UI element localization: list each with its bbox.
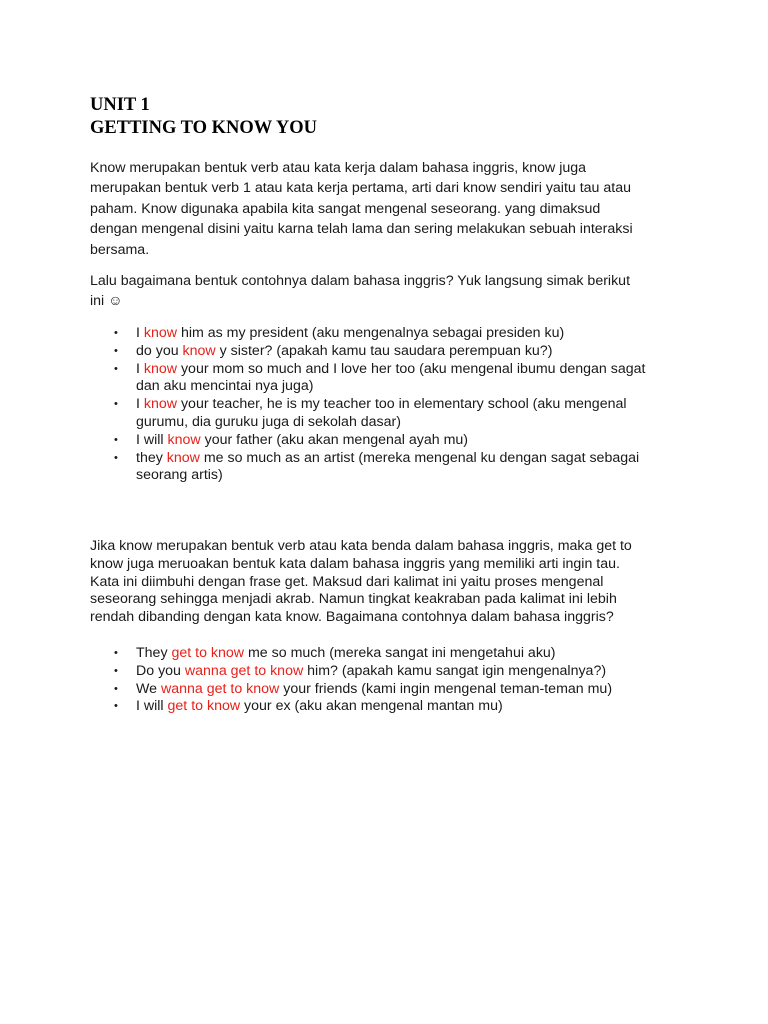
bullet-icon: • [114,451,118,464]
list-item [90,396,690,432]
paragraph-line: know juga meruoakan bentuk kata dalam bahasa inggris yang memiliki arti ingin tau. [90,555,620,572]
example-text: We [136,680,161,697]
bullet-icon: • [114,664,118,677]
highlighted-word: know [143,325,178,341]
example-text: They [136,645,172,661]
list-item [90,432,690,450]
example-text: I will [136,431,168,448]
highlighted-phrase: wanna get to know [184,662,304,679]
example-continuation: gurumu, dia guruku juga di sekolah dasar) [136,413,401,430]
example-text: your ex (aku akan mengenal mantan mu) [240,698,503,715]
list-item [90,681,690,699]
highlighted-phrase: get to know [171,645,245,661]
example-text: I [136,325,144,341]
example-text: y sister? (apakah kamu tau saudara perempuan ku?) [215,342,553,359]
example-continuation: dan aku mencintai nya juga) [136,378,314,395]
list-item [90,361,690,397]
list-item [90,325,690,343]
paragraph-line: dengan mengenal disini yaitu karna telah lama dan sering melakukan sebuah interaksi [90,221,633,238]
know-examples-list [90,325,690,485]
document-heading [90,94,317,140]
intro-paragraph [90,158,690,260]
highlighted-phrase: get to know [167,698,241,715]
bullet-icon: • [114,700,118,713]
highlighted-word: know [143,396,178,413]
list-item [90,450,690,486]
example-text: your father (aku akan mengenal ayah mu) [200,431,469,448]
example-intro-paragraph [90,271,690,312]
paragraph-line: Know merupakan bentuk verb atau kata kerja dalam bahasa inggris, know juga [90,160,587,176]
example-text: do you [136,342,183,359]
paragraph-line: ini ☺ [90,293,123,310]
example-text: I [136,360,144,377]
bullet-icon: • [114,362,118,375]
example-text: me so much (mereka sangat ini mengetahui aku) [244,645,556,661]
unit-label: UNIT 1 [90,95,150,115]
get-to-know-paragraph [90,538,690,627]
get-to-know-examples-list [90,645,690,716]
paragraph-line: rendah dibanding dengan kata know. Bagaimana contohnya dalam bahasa inggris? [90,609,614,626]
highlighted-word: know [143,360,178,377]
example-text: him as my president (aku mengenalnya sebagai presiden ku) [177,325,565,341]
list-item [90,343,690,361]
paragraph-line: bersama. [90,241,150,258]
paragraph-line: Jika know merupakan bentuk verb atau kata benda dalam bahasa inggris, maka get to [90,538,632,554]
list-item [90,645,690,663]
example-text: I will [136,698,168,715]
example-continuation: seorang artis) [136,467,223,484]
example-text: your teacher, he is my teacher too in elementary school (aku mengenal [177,396,627,413]
paragraph-line: Kata ini diimbuhi dengan frase get. Maksud dari kalimat ini yaitu proses mengenal [90,573,604,590]
example-text: your mom so much and I love her too (aku mengenal ibumu dengan sagat [177,360,646,377]
paragraph-line: seseorang sehingga menjadi akrab. Namun tingkat keakraban pada kalimat ini lebih [90,591,617,608]
paragraph-line: Lalu bagaimana bentuk contohnya dalam bahasa inggris? Yuk langsung simak berikut [90,273,631,289]
bullet-icon: • [114,647,118,659]
example-text: Do you [136,662,185,679]
bullet-icon: • [114,344,118,357]
highlighted-word: know [182,342,216,359]
list-item [90,698,690,716]
example-text: him? (apakah kamu sangat igin mengenalnya?) [303,662,607,679]
page-title: GETTING TO KNOW YOU [90,118,318,138]
bullet-icon: • [114,398,118,411]
highlighted-phrase: wanna get to know [160,680,280,697]
paragraph-line: merupakan bentuk verb 1 atau kata kerja pertama, arti dari know sendiri yaitu tau atau [90,180,632,197]
bullet-icon: • [114,327,118,339]
example-text: I [136,396,144,413]
bullet-icon: • [114,682,118,695]
highlighted-word: know [167,431,201,448]
example-text: me so much as an artist (mereka mengenal ku dengan sagat sebagai [199,449,640,466]
highlighted-word: know [166,449,200,466]
paragraph-line: paham. Know digunaka apabila kita sangat mengenal seseorang. yang dimaksud [90,200,601,217]
example-text: your friends (kami ingin mengenal teman-teman mu) [279,680,613,697]
bullet-icon: • [114,433,118,446]
example-text: they [136,449,167,466]
list-item [90,663,690,681]
